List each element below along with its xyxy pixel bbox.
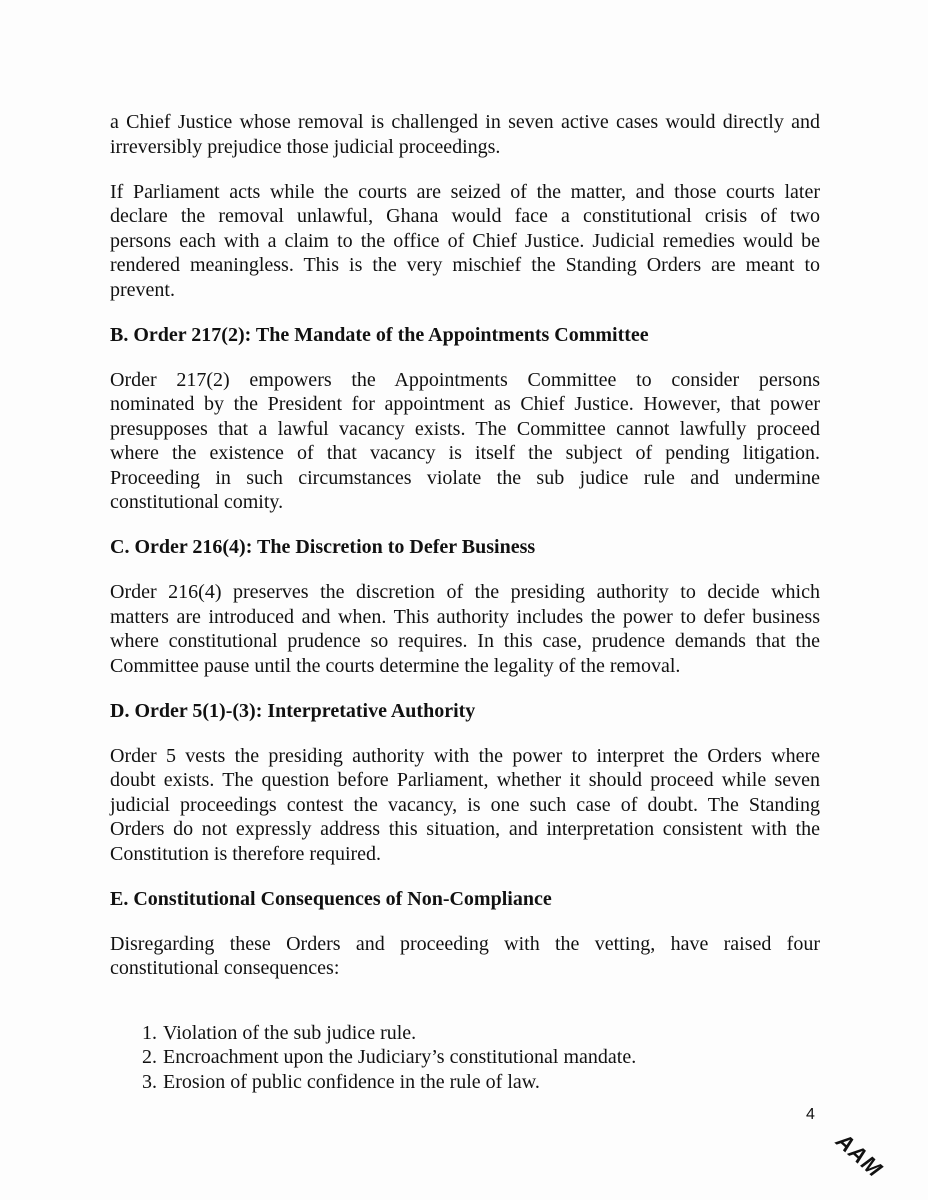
section-heading: B. Order 217(2): The Mandate of the Appointments Committee xyxy=(110,323,649,346)
text-line: doubt exists. The question before Parliament, whether it should proceed while seven xyxy=(110,769,820,791)
document-body xyxy=(110,110,820,1094)
text-line: rendered meaningless. This is the very mischief the Standing Orders are meant to xyxy=(110,254,820,276)
list-item xyxy=(110,1070,820,1095)
text-line: irreversibly prejudice those judicial proceedings. xyxy=(110,135,501,158)
list-text: Violation of the sub judice rule. xyxy=(163,1021,417,1044)
paragraph xyxy=(110,744,820,867)
text-line: persons each with a claim to the office of Chief Justice. Judicial remedies would be xyxy=(110,229,820,252)
text-line: judicial proceedings contest the vacancy, is one such case of doubt. The Standing xyxy=(110,793,820,816)
text-line: where constitutional prudence so requires. In this case, prudence demands that the xyxy=(110,630,820,652)
section-heading: E. Constitutional Consequences of Non-Compliance xyxy=(110,887,552,910)
paragraph xyxy=(110,932,820,981)
initials-signature: AAM xyxy=(831,1128,888,1183)
text-line: where the existence of that vacancy is itself the subject of pending litigation. xyxy=(110,442,820,464)
list-text: Erosion of public confidence in the rule of law. xyxy=(163,1070,540,1093)
text-line: Proceeding in such circumstances violate the sub judice rule and undermine xyxy=(110,466,820,489)
text-line: Constitution is therefore required. xyxy=(110,842,382,865)
section-heading: C. Order 216(4): The Discretion to Defer Business xyxy=(110,536,536,558)
text-line: Disregarding these Orders and proceeding with the vetting, have raised four xyxy=(110,932,820,955)
text-line: If Parliament acts while the courts are seized of the matter, and those courts later xyxy=(110,180,820,203)
paragraph xyxy=(110,110,820,159)
list-number: 2. xyxy=(142,1046,157,1068)
paragraph xyxy=(110,368,820,515)
text-line: Committee pause until the courts determine the legality of the removal. xyxy=(110,654,681,677)
text-line: Order 217(2) empowers the Appointments Committee to consider persons xyxy=(110,368,820,391)
text-line: constitutional comity. xyxy=(110,491,284,513)
list-number: 1. xyxy=(142,1021,157,1044)
list-number: 3. xyxy=(142,1070,157,1093)
text-line: constitutional consequences: xyxy=(110,957,340,979)
text-line: matters are introduced and when. This authority includes the power to defer business xyxy=(110,605,820,628)
text-line: prevent. xyxy=(110,278,175,301)
text-line: Orders do not expressly address this situation, and interpretation consistent with the xyxy=(110,818,820,840)
text-line: nominated by the President for appointment as Chief Justice. However, that power xyxy=(110,393,820,415)
section-heading: D. Order 5(1)-(3): Interpretative Authority xyxy=(110,699,476,722)
page-number: 4 xyxy=(806,1106,815,1123)
list-text: Encroachment upon the Judiciary’s constitutional mandate. xyxy=(163,1046,637,1068)
text-line: presupposes that a lawful vacancy exists. The Committee cannot lawfully proceed xyxy=(110,417,820,440)
paragraph xyxy=(110,580,820,678)
text-line: a Chief Justice whose removal is challenged in seven active cases would directly and xyxy=(110,111,820,133)
list-item xyxy=(110,1045,820,1070)
text-line: Order 216(4) preserves the discretion of the presiding authority to decide which xyxy=(110,581,820,603)
paragraph xyxy=(110,180,820,303)
numbered-list xyxy=(110,1021,820,1095)
text-line: Order 5 vests the presiding authority with the power to interpret the Orders where xyxy=(110,744,820,767)
text-line: declare the removal unlawful, Ghana would face a constitutional crisis of two xyxy=(110,205,820,227)
list-item xyxy=(110,1021,820,1046)
